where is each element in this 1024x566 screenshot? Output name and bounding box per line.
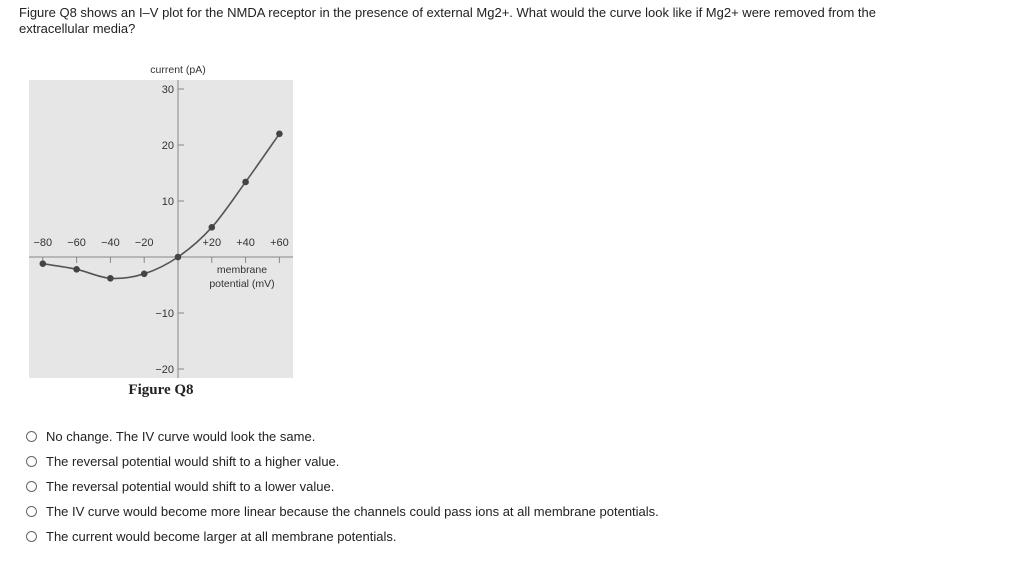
y-tick-label: −20 xyxy=(155,364,174,376)
option-label: The reversal potential would shift to a lower value. xyxy=(46,479,335,494)
iv-chart xyxy=(0,0,320,410)
x-tick-label: −80 xyxy=(33,237,53,249)
y-tick-label: 10 xyxy=(161,196,174,208)
x-tick-label: −40 xyxy=(101,237,120,249)
y-tick-label: 30 xyxy=(161,84,174,96)
x-tick-label: +60 xyxy=(270,237,289,249)
question-text: Figure Q8 shows an I–V plot for the NMDA receptor in the presence of external Mg2+. What would the curve look like if Mg2+ were removed from the extracellular media? xyxy=(19,5,876,36)
x-tick-label: −60 xyxy=(67,237,86,249)
option-label: The IV curve would become more linear because the channels could pass ions at all membrane potentials. xyxy=(46,504,659,519)
data-point xyxy=(175,254,182,261)
y-tick-label: −10 xyxy=(155,308,174,320)
y-tick-label: 20 xyxy=(161,140,174,152)
answer-option[interactable] xyxy=(26,454,339,469)
y-axis-label: current (pA) xyxy=(150,64,206,76)
radio-button[interactable] xyxy=(26,456,37,467)
answer-option[interactable] xyxy=(26,479,334,494)
x-axis-label: potential (mV) xyxy=(209,278,275,290)
data-point xyxy=(242,179,249,186)
data-point xyxy=(209,224,216,231)
radio-button[interactable] xyxy=(26,481,37,492)
x-tick-label: −20 xyxy=(134,237,154,249)
answer-option[interactable] xyxy=(26,504,659,519)
radio-button[interactable] xyxy=(26,431,37,442)
data-point xyxy=(107,275,114,282)
option-label: The current would become larger at all membrane potentials. xyxy=(46,529,397,544)
option-label: No change. The IV curve would look the same. xyxy=(46,429,316,444)
plot-background xyxy=(29,80,293,378)
x-axis-label: membrane xyxy=(216,264,268,276)
x-tick-label: +40 xyxy=(236,237,255,249)
data-point xyxy=(40,260,47,267)
option-label: The reversal potential would shift to a higher value. xyxy=(46,454,340,469)
data-point xyxy=(276,131,283,138)
data-point xyxy=(141,271,148,278)
radio-button[interactable] xyxy=(26,531,37,542)
data-point xyxy=(73,266,80,273)
answer-option[interactable] xyxy=(26,429,315,444)
x-tick-label: +20 xyxy=(202,237,222,249)
answer-option[interactable] xyxy=(26,529,396,544)
figure-caption: Figure Q8 xyxy=(128,382,194,398)
radio-button[interactable] xyxy=(26,506,37,517)
